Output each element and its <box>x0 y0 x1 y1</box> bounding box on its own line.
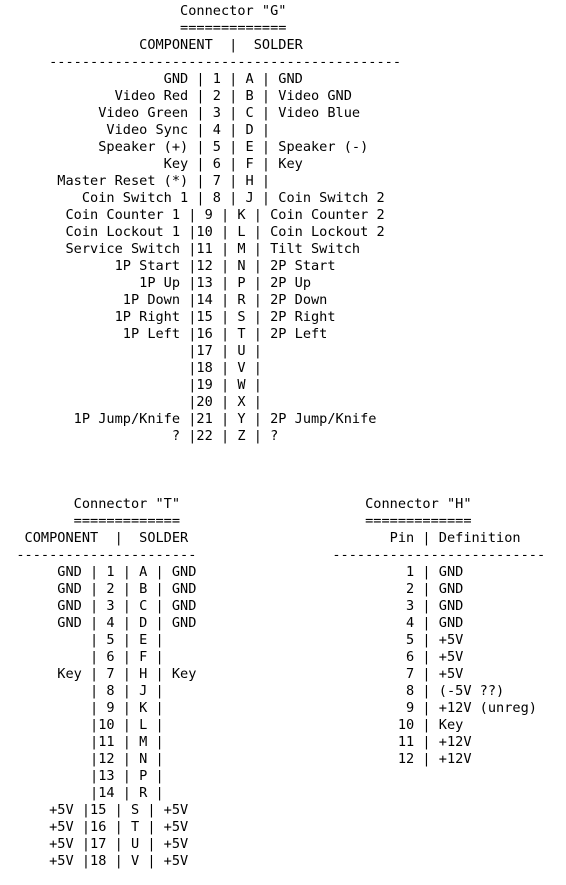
connector-g-line: Connector "G" <box>0 3 287 19</box>
connector-t-line: | 5 | E | <box>0 632 164 648</box>
connector-h-line: 6 | +5V <box>316 649 464 665</box>
connector-h-line: 1 | GND <box>316 564 464 580</box>
connector-t-line: GND | 1 | A | GND <box>0 564 197 580</box>
connector-h-line: 7 | +5V <box>316 666 464 682</box>
connector-t-line: Connector "T" <box>0 496 181 512</box>
connector-g-line: GND | 1 | A | GND <box>0 71 303 87</box>
connector-g-line: 1P Jump/Knife |21 | Y | 2P Jump/Knife <box>0 411 377 427</box>
connector-t-line: +5V |18 | V | +5V <box>0 853 189 869</box>
connector-g-line: Coin Switch 1 | 8 | J | Coin Switch 2 <box>0 190 385 206</box>
connector-t-line: |14 | R | <box>0 785 164 801</box>
connector-g-line: 1P Left |16 | T | 2P Left <box>0 326 328 342</box>
connector-g-line: Video Red | 2 | B | Video GND <box>0 88 352 104</box>
connector-g-line: COMPONENT | SOLDER <box>0 37 303 53</box>
connector-t-line: GND | 2 | B | GND <box>0 581 197 597</box>
connector-g-line: Speaker (+) | 5 | E | Speaker (-) <box>0 139 369 155</box>
connector-t-line: +5V |16 | T | +5V <box>0 819 189 835</box>
connector-t-line: |11 | M | <box>0 734 164 750</box>
connector-g-line: ============= <box>0 20 287 36</box>
connector-g-line: |20 | X | <box>0 394 262 410</box>
connector-g-line: Master Reset (*) | 7 | H | <box>0 173 271 189</box>
connector-t-line: ============= <box>0 513 181 529</box>
connector-g-line: ? |22 | Z | ? <box>0 428 279 444</box>
connector-h-line: Connector "H" <box>316 496 472 512</box>
connector-h-line: 4 | GND <box>316 615 464 631</box>
connector-t-line: Key | 7 | H | Key <box>0 666 197 682</box>
connector-t-line: ---------------------- <box>0 547 197 563</box>
connector-g-line: 1P Right |15 | S | 2P Right <box>0 309 336 325</box>
connector-h-line: 5 | +5V <box>316 632 464 648</box>
connector-h-line: Pin | Definition <box>316 530 521 546</box>
connector-g-line: Coin Counter 1 | 9 | K | Coin Counter 2 <box>0 207 385 223</box>
connector-t-line: +5V |15 | S | +5V <box>0 802 189 818</box>
connector-h-line: 12 | +12V <box>316 751 472 767</box>
connector-h-table <box>316 496 545 768</box>
connector-g-line: |17 | U | <box>0 343 262 359</box>
connector-t-line: |12 | N | <box>0 751 164 767</box>
connector-t-line: +5V |17 | U | +5V <box>0 836 189 852</box>
connector-h-line: 3 | GND <box>316 598 464 614</box>
connector-h-line: 11 | +12V <box>316 734 472 750</box>
connector-g-line: 1P Start |12 | N | 2P Start <box>0 258 336 274</box>
connector-g-line: 1P Up |13 | P | 2P Up <box>0 275 311 291</box>
connector-g-line: ------------------------------------------- <box>0 54 402 70</box>
connector-t-table <box>0 496 196 870</box>
connector-g-line: Service Switch |11 | M | Tilt Switch <box>0 241 361 257</box>
connector-g-line: Coin Lockout 1 |10 | L | Coin Lockout 2 <box>0 224 385 240</box>
connector-h-line: 8 | (-5V ??) <box>316 683 505 699</box>
connector-g-line: Key | 6 | F | Key <box>0 156 303 172</box>
connector-g-table <box>0 3 401 445</box>
connector-t-line: |13 | P | <box>0 768 164 784</box>
connector-t-line: | 9 | K | <box>0 700 164 716</box>
connector-g-line: |19 | W | <box>0 377 262 393</box>
connector-h-line: 2 | GND <box>316 581 464 597</box>
connector-g-line: |18 | V | <box>0 360 262 376</box>
connector-t-line: | 8 | J | <box>0 683 164 699</box>
connector-g-line: Video Sync | 4 | D | <box>0 122 271 138</box>
connector-t-line: | 6 | F | <box>0 649 164 665</box>
connector-t-line: GND | 3 | C | GND <box>0 598 197 614</box>
connector-h-line: 9 | +12V (unreg) <box>316 700 537 716</box>
connector-g-line: Video Green | 3 | C | Video Blue <box>0 105 361 121</box>
connector-h-line: 10 | Key <box>316 717 464 733</box>
connector-h-line: -------------------------- <box>316 547 546 563</box>
connector-g-line: 1P Down |14 | R | 2P Down <box>0 292 328 308</box>
connector-t-line: COMPONENT | SOLDER <box>0 530 189 546</box>
connector-t-line: |10 | L | <box>0 717 164 733</box>
connector-h-line: ============= <box>316 513 472 529</box>
connector-t-line: GND | 4 | D | GND <box>0 615 197 631</box>
